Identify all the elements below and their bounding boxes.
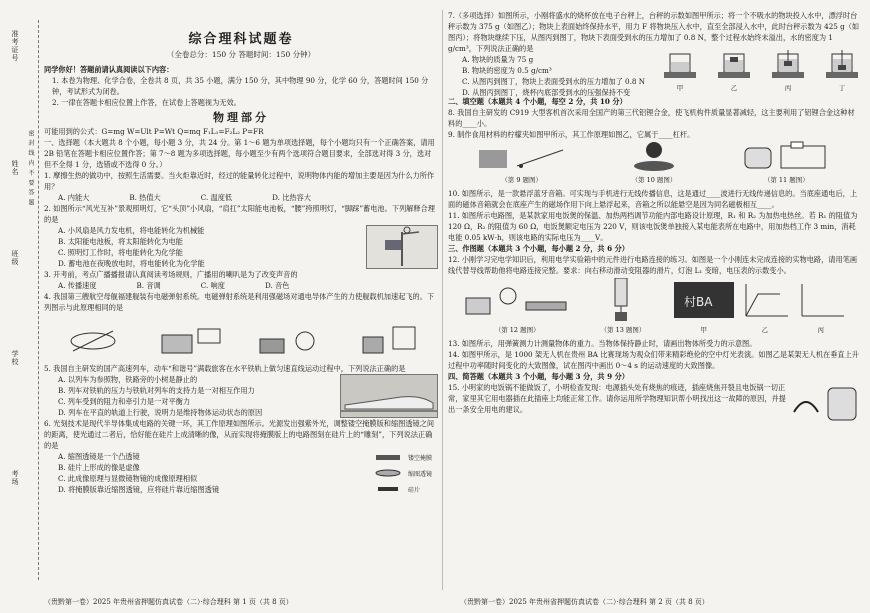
- question-10: 10. 如图所示，是一款悬浮蓝牙音箱。可实现与手机进行无线传播信息，这是通过____波进行无线传递信息的。当底座通电后，上面的磁体音箱就会在底座产生的磁场作用下向上悬浮起来，音箱之所以能悬空是因为同名磁极相互____。: [448, 189, 858, 209]
- caption: （第 9 题图）: [501, 176, 543, 184]
- caption: 甲: [676, 84, 684, 92]
- option: A. 物块的质量为 75 g: [462, 55, 534, 64]
- binding-warning: 密 封 线 内 不 要 答 题: [27, 130, 34, 207]
- fig7-ding: [824, 50, 860, 94]
- question-4: 4. 我国第三艘航空母舰福建舰装有电磁弹射系统。电磁弹射系统是利用强磁场对通电导体产生的力使舰载机加速起飞的。下列图示与此原理相同的是: [44, 292, 435, 312]
- beaker-scale-icon: [716, 50, 752, 80]
- exam-subtitle: （全卷总分：150 分 答题时间：150 分钟）: [166, 50, 316, 59]
- train-icon: [341, 375, 437, 417]
- binding-label-id: 准考证号: [11, 30, 19, 62]
- option: A. 小风扇是风力发电机，将电能转化为机械能: [58, 226, 205, 235]
- caption: （第 10 题图）: [631, 176, 677, 184]
- question-1: 1. 摩擦生热的做功中，按照生活需要。当火炬靠近时，经过的能量转化过程中，说明物体内能的增加主要是因为什么力所作用？: [44, 171, 435, 191]
- fig9: [477, 140, 567, 186]
- option: C. 列车受到的阻力和牵引力是一对平衡力: [58, 397, 191, 406]
- question-4-figures: [44, 315, 438, 361]
- page-divider: [442, 10, 443, 590]
- option: B. 太阳能电池板，将太阳能转化为电能: [58, 237, 183, 246]
- fill-heading: 二、填空题（本题共 4 个小题，每空 2 分，共 10 分）: [448, 97, 627, 106]
- option: B. 热值大: [129, 193, 161, 202]
- question-7: 7.（多项选择）如图所示，小刚将盛水的烧杯放在电子台秤上，台秤的示数如图甲所示；将一个不吸水的物块投入水中，漂浮时台秤示数为 375 g（如图乙）；物块上表面始终保持水平，用力 F 将物块压入水中，直至全部浸入水中，此时台秤示数为 425 g（如图丙）；将物块继续下压，从图丙到图丁，物块下表面受到水的压力增加了 0.8 N，整个过程水始终未溢出，水的密度为 1 g/cm³，下列说法正确的是: [448, 11, 860, 53]
- option: C. 照明灯工作时，将电能转化为化学能: [58, 248, 183, 257]
- option: D. 蓄电池在夜晚放电时，将电能转化为化学能: [58, 259, 205, 268]
- fig7-bing: [770, 50, 806, 94]
- footer-right: （贵黔第一卷）2025 年贵州省押题仿真试卷（二）·综合理科 第 2 页（共 8 页）: [460, 598, 709, 606]
- binding-label-school: 学校: [11, 350, 19, 366]
- option: D. 将掩膜版靠近缩图透镜，应将硅片靠近缩图透镜: [58, 485, 220, 494]
- question-2: 2. 如图所示“风光互补”景观照明灯，它“头顶”小风扇，“肩扛”太阳能电池板，“腰”挎照明灯，“脚踩”蓄电池。下列解释合理的是: [44, 204, 435, 224]
- fig11: [741, 140, 831, 186]
- beaker-scale-icon: [770, 50, 806, 80]
- question-11: 11. 如图所示电路图，是某款家用电饭煲的保温、加热两档调节功能内部电路设计原理，R₁ 和 R₂ 为加热电热丝。若 R₁ 的阻值为 120 Ω，R₂ 的阻值为 60 Ω，电饭煲额定电压为 220 V，则该电饭煲单独接入某电能表所在电路中，用加热档工作 3 min，消耗电能 0.05 kW·h，则该电路的实际电压为____V。: [448, 211, 858, 242]
- caption: 丙: [784, 84, 792, 92]
- fig13: [601, 278, 646, 336]
- caption: （第 12 题图）: [494, 326, 540, 334]
- option: D. 从图丙到图丁，烧杯内底部受到水的压强保持不变: [462, 88, 631, 97]
- fig14-bing: [796, 282, 846, 336]
- option: C. 此成像原理与显微镜物镜的成像原理相似: [58, 474, 198, 483]
- section-title: 物理部分: [213, 111, 269, 124]
- velocity-time-axes-icon: [796, 282, 846, 322]
- train-photo: [340, 374, 438, 418]
- exam-title: 综合理科试题卷: [188, 32, 294, 47]
- question-2-block: [44, 225, 438, 269]
- caption: 乙: [761, 326, 769, 334]
- question-8: 8. 我国自主研发的 C919 大型客机首次采用全国产的第三代铝锂合金，使飞机构件质量显著减轻，这主要利用了铝锂合金这种材料的____小。: [448, 108, 855, 128]
- beaker-scale-icon: [662, 50, 698, 80]
- rice-cooker-circuit-icon: [741, 140, 831, 172]
- question-15: 15. 小明家的电饭锅不能做饭了，小明检查发现：电源插头处有烧焦的痕迹，插座烧焦开裂且电饭锅一切正常，家里其它用电器插在此插座上均能正常工作。请你运用所学物理知识帮小明找出这一故障的原因，并提出一条安全用电的建议。: [448, 383, 786, 414]
- question-15-block: [448, 382, 860, 426]
- figure-a-coil-icon: [53, 321, 133, 361]
- fill-figures: [448, 142, 860, 186]
- question-13: 13. 如图所示，用弹簧测力计测量物体的重力。当物体保持静止时，请画出物体所受力的示意图。: [448, 339, 757, 348]
- svg-text:村BA: 村BA: [683, 295, 713, 309]
- question-heading: 一、选择题（本大题共 8 个小题，每小题 3 分，共 24 分。第 1～6 题为单项选择题，每个小题均只有一个正确答案，请用 2B 铅笔在答题卡相应位置作答；第 7～8 题为多项选择题，每小题至少有两个选项符合题目要求，全部选对得 3 分，选对但不全得 1 分，选错或不选得 0 分。）: [44, 138, 435, 169]
- rice-cooker-plug-icon: [790, 382, 860, 426]
- option: C. 温度低: [200, 193, 233, 202]
- left-page: [44, 34, 438, 495]
- question-5-block: [44, 374, 438, 418]
- binding-label-room: 考场: [11, 470, 19, 486]
- circuit-kit-icon: [462, 278, 572, 322]
- option: A. 传播速度: [58, 281, 97, 290]
- label-lens: 缩图透镜: [408, 471, 433, 478]
- drone-show-photo-icon: [674, 282, 734, 322]
- brief-heading: 四、简答题（本题共 3 个小题，每小题 3 分，共 9 分）: [448, 372, 629, 381]
- label-wafer: 硅片: [408, 487, 421, 494]
- figure-b-motor-icon: [152, 321, 232, 361]
- fig7-yi: [716, 50, 752, 94]
- fig12: [462, 278, 572, 336]
- spring-scale-icon: [601, 278, 641, 322]
- question-12: 12. 小刚学习完电学知识后，利用电学实验箱中的元件进行电路连接的练习。如图是一个小刚连未完成连接的实物电路，请用笔画线代替导线帮助他将电路连接完整。要求：向右移动滑动变阻器的滑片，灯泡 L₁ 变暗，电压表的示数变小。: [448, 255, 858, 275]
- right-page: [448, 10, 860, 426]
- question-5: 5. 我国自主研发的国产高速列车，动车“和谐号”满载旅客在水平铁轨上做匀速直线运动过程中，下列说法正确的是: [44, 364, 406, 373]
- option: D. 列车在平直的轨道上行驶，说明力是维持物体运动状态的原因: [58, 408, 263, 417]
- lemon-clip-icon: [477, 140, 567, 172]
- question-1-options: [44, 192, 438, 203]
- question-9: 9. 制作食用材料的柠檬夹如图甲所示，其工作原理如图乙，它属于____杠杆。: [448, 130, 695, 139]
- fig14-jia: [674, 282, 734, 336]
- power-time-graph-icon: [740, 282, 790, 322]
- levitating-speaker-icon: [624, 140, 684, 172]
- option: D. 音色: [264, 281, 290, 290]
- caption: 甲: [700, 326, 708, 334]
- caption: 丙: [817, 326, 825, 334]
- notice-item: 2. 一律在答题卡相应位置上作答，在试卷上答题视为无效。: [52, 98, 241, 107]
- binding-margin: [4, 20, 39, 580]
- option: A. 以列车为参照物，铁路旁的小树是静止的: [58, 375, 198, 384]
- fig14-yi: [740, 282, 790, 336]
- fig7-jia: [662, 50, 698, 94]
- notice-item: 1. 本卷为物理、化学合卷，全卷共 8 页，共 35 小题，满分 150 分，其中物理 90 分，化学 60 分，答题时间 150 分钟，考试形式为闭卷。: [52, 76, 429, 96]
- footer-left: （贵黔第一卷）2025 年贵州省押题仿真试卷（二）·综合理科 第 1 页（共 8 页）: [44, 598, 293, 606]
- fig14: [674, 282, 846, 336]
- option: C. 响度: [200, 281, 225, 290]
- question-3-options: [44, 280, 438, 291]
- figure-d-meter-icon: [349, 321, 429, 361]
- caption: 丁: [838, 84, 846, 92]
- option: C. 从图丙到图丁，物块上表面受到水的压力增加了 0.8 N: [462, 77, 646, 86]
- streetlight-icon: [367, 226, 437, 268]
- lithography-figure: [368, 451, 438, 495]
- figure-c-circuit-icon: [250, 321, 330, 361]
- lithography-icon: [368, 451, 408, 495]
- caption: （第 13 题图）: [600, 326, 646, 334]
- streetlight-photo: [366, 225, 438, 269]
- question-14: 14. 如图甲所示，是 1000 架无人机在贵州 BA 比赛现场为观众们带来精彩绝伦的空中灯光表演。如图乙是某架无人机在垂直上升过程中功率随时间变化的大致图像，试在图丙中画出 0～4 s 的运动速度的大致图像。: [448, 350, 859, 370]
- draw-heading: 三、作图题（本题共 3 个小题，每小题 2 分，共 6 分）: [448, 244, 629, 253]
- label-mask: 镂空掩膜: [408, 455, 433, 462]
- binding-label-name: 姓名: [11, 160, 19, 176]
- question-3: 3. 开考前，考点广播播报请认真阅读考场规则，广播用的喇叭是为了改变声音的: [44, 270, 298, 279]
- option: B. 列车对铁轨的压力与铁轨对列车的支持力是一对相互作用力: [58, 386, 255, 395]
- question-6-block: [44, 451, 438, 495]
- option: D. 比热容大: [272, 193, 311, 202]
- binding-label-class: 班级: [11, 250, 19, 266]
- formula-line: 可能用到的公式：G=mg W=Ult P=Wt Q=mq F₁L₁=F₂L₂ P=FR: [44, 127, 264, 136]
- notice-heading: 同学你好！答题前请认真阅读以下内容：: [44, 65, 174, 74]
- option: B. 物块的密度为 0.5 g/cm³: [462, 66, 552, 75]
- caption: （第 11 题图）: [763, 176, 809, 184]
- option: A. 缩图透镜是一个凸透镜: [58, 452, 140, 461]
- beaker-scale-icon: [824, 50, 860, 80]
- caption: 乙: [730, 84, 738, 92]
- question-6: 6. 光刻技术是现代半导体集成电路的关键一环，其工作原理如图所示。光源发出强紫外光，调整镂空掩膜版和缩图透镜之间的距离，使光通过二者后，恰好能在硅片上成清晰的像，从而实现将掩膜版上的电路图刻在硅片上的“雕刻”，下列说法正确的是: [44, 419, 435, 450]
- draw-figures: [448, 278, 860, 336]
- option: B. 硅片上形成的像是虚像: [58, 463, 140, 472]
- option: B. 音调: [136, 281, 161, 290]
- fig10: [624, 140, 684, 186]
- option: A. 内能大: [58, 193, 90, 202]
